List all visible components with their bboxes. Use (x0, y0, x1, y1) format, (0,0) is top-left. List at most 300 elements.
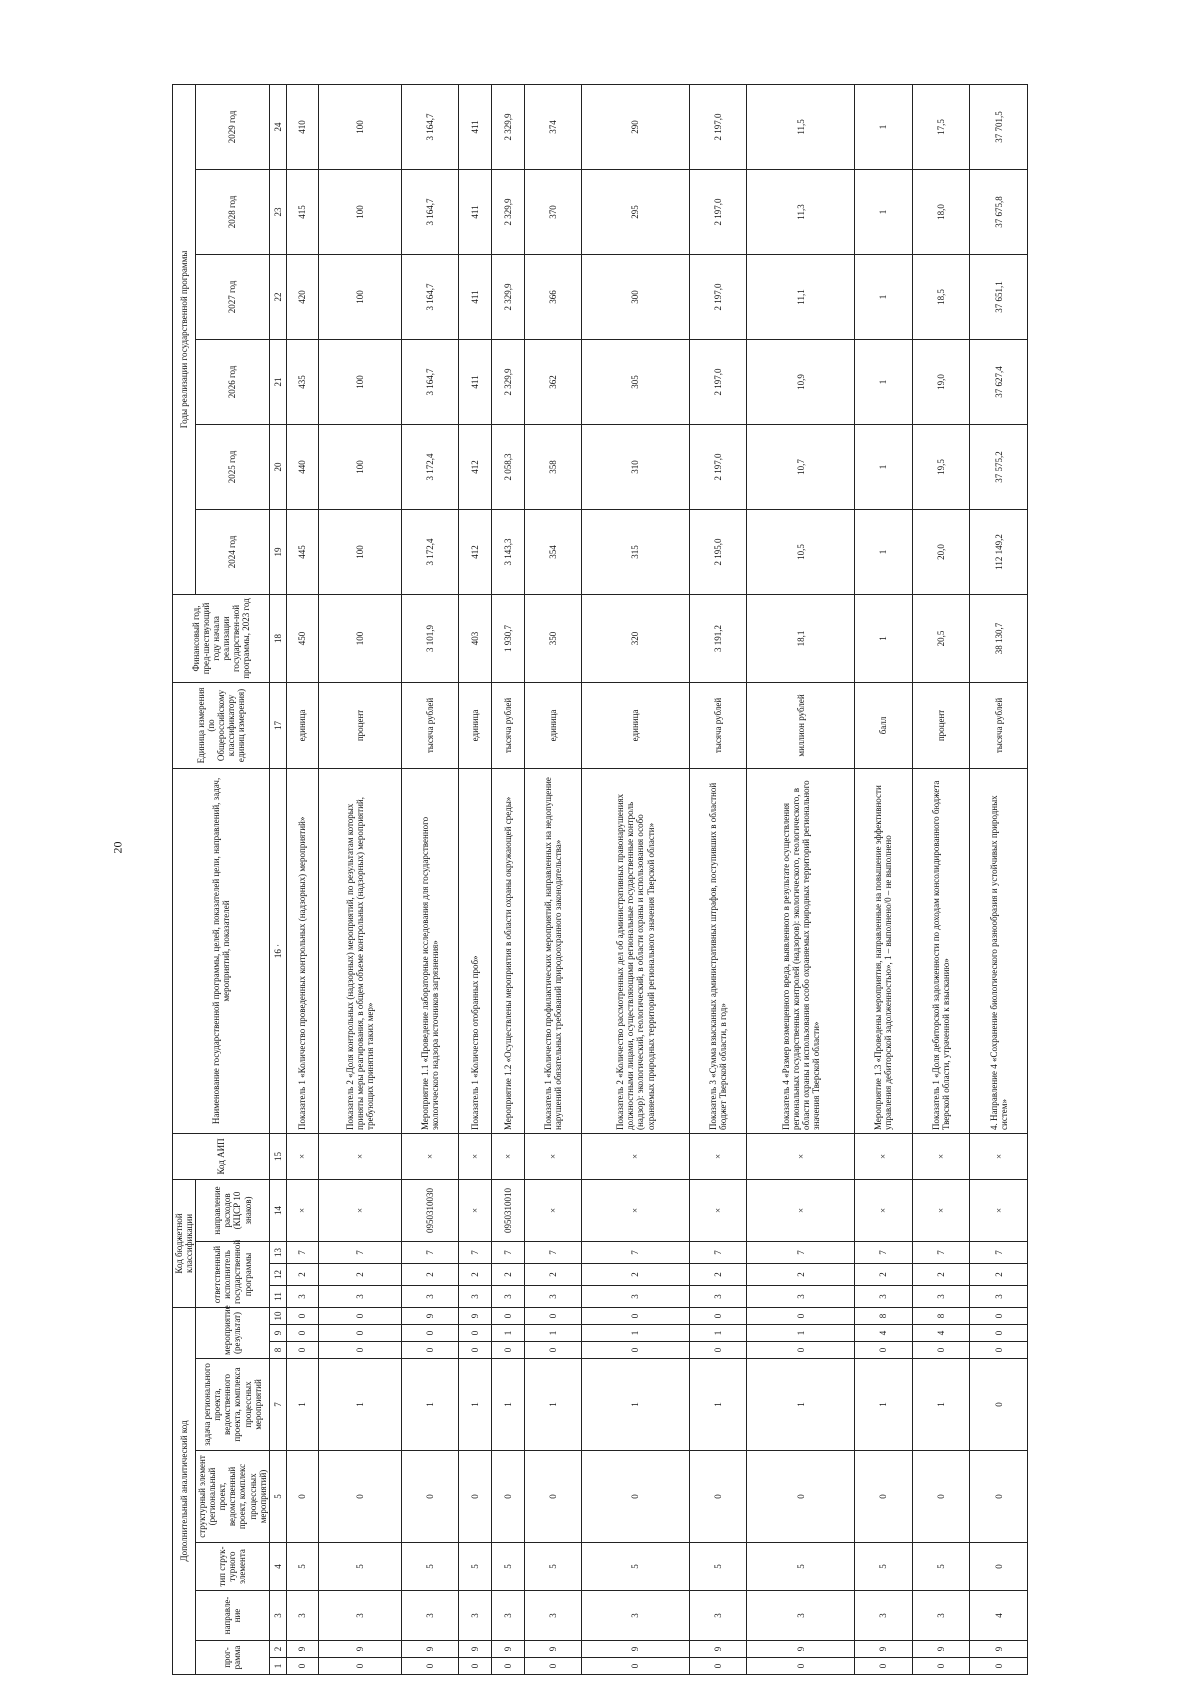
event-digit-cell: 0 (286, 1325, 319, 1342)
item-name-cell: Показатель 1 «Количество проведенных контрольных (надзорных) мероприятий» (286, 768, 319, 1133)
year-value-cell: 2 195,0 (689, 509, 747, 594)
responsible-digit-cell: 7 (491, 1241, 524, 1263)
task-cell: 1 (524, 1359, 582, 1451)
year-value-cell: 411 (459, 254, 492, 339)
direction-cell: 3 (491, 1591, 524, 1641)
year-value-cell: 310 (582, 424, 690, 509)
program-digit-cell: 0 (912, 1658, 970, 1675)
expense-direction-cell: 0950310030 (401, 1179, 459, 1241)
aip-code-cell: × (401, 1133, 459, 1179)
base-year-value-cell: 320 (582, 594, 690, 682)
responsible-digit-cell: 7 (855, 1241, 913, 1263)
year-value-cell: 315 (582, 509, 690, 594)
year-value-cell: 2 197,0 (689, 339, 747, 424)
responsible-digit-cell: 7 (524, 1241, 582, 1263)
base-year-value-cell: 100 (319, 594, 402, 682)
struct-element-cell: 0 (491, 1451, 524, 1543)
direction-cell: 3 (855, 1591, 913, 1641)
expense-direction-cell: × (524, 1179, 582, 1241)
event-digit-cell: 0 (970, 1325, 1028, 1342)
program-digit-cell: 0 (459, 1658, 492, 1675)
responsible-digit-cell: 3 (582, 1285, 690, 1307)
task-cell: 1 (912, 1359, 970, 1451)
year-value-cell: 37 675,8 (970, 169, 1028, 254)
header-year-2025: 2025 год (196, 424, 270, 509)
struct-element-cell: 0 (319, 1451, 402, 1543)
program-digit-cell: 9 (747, 1641, 855, 1658)
year-value-cell: 2 329,9 (491, 169, 524, 254)
struct-type-cell: 5 (286, 1543, 319, 1591)
direction-cell: 3 (582, 1591, 690, 1641)
year-value-cell: 100 (319, 339, 402, 424)
year-value-cell: 11,1 (747, 254, 855, 339)
responsible-digit-cell: 2 (912, 1263, 970, 1285)
struct-type-cell: 0 (970, 1543, 1028, 1591)
column-number-cell: 13 (269, 1241, 286, 1263)
struct-element-cell: 0 (459, 1451, 492, 1543)
task-cell: 1 (855, 1359, 913, 1451)
responsible-digit-cell: 3 (524, 1285, 582, 1307)
year-value-cell: 3 164,7 (401, 169, 459, 254)
header-name: Наименование государственной программы, целей, показателей цели, направлений, задач, мероприятий, показателей (173, 768, 270, 1133)
year-value-cell: 3 172,4 (401, 509, 459, 594)
year-value-cell: 305 (582, 339, 690, 424)
year-value-cell: 1 (855, 84, 913, 169)
struct-element-cell: 0 (286, 1451, 319, 1543)
responsible-digit-cell: 2 (747, 1263, 855, 1285)
task-cell: 1 (491, 1359, 524, 1451)
unit-cell: процент (912, 682, 970, 768)
column-numbers-row (269, 84, 286, 1674)
expense-direction-cell: × (582, 1179, 690, 1241)
year-value-cell: 37 575,2 (970, 424, 1028, 509)
header-expense-direction: направление расходов (КЦСР 10 знаков) (196, 1179, 270, 1241)
responsible-digit-cell: 2 (855, 1263, 913, 1285)
year-value-cell: 3 164,7 (401, 254, 459, 339)
year-value-cell: 3 172,4 (401, 424, 459, 509)
event-digit-cell: 0 (524, 1342, 582, 1359)
header-year-2029: 2029 год (196, 84, 270, 169)
header-responsible: ответственный исполнитель государственной программы (196, 1241, 270, 1307)
task-cell: 1 (689, 1359, 747, 1451)
responsible-digit-cell: 3 (491, 1285, 524, 1307)
item-name-cell: Показатель 2 «Количество рассмотренных дел об административных правонарушениях должностными лицами, осуществляющими региональные государственные контроль (надзор): экологический, геологический, в области охраны и использования особо охраняемых природных территорий регионального значения Тверской области» (582, 768, 690, 1133)
year-value-cell: 10,5 (747, 509, 855, 594)
column-number-cell: 3 (269, 1591, 286, 1641)
struct-type-cell: 5 (524, 1543, 582, 1591)
responsible-digit-cell: 7 (582, 1241, 690, 1263)
column-number-cell: 14 (269, 1179, 286, 1241)
year-value-cell: 370 (524, 169, 582, 254)
responsible-digit-cell: 3 (747, 1285, 855, 1307)
year-value-cell: 2 058,3 (491, 424, 524, 509)
base-year-value-cell: 38 130,7 (970, 594, 1028, 682)
responsible-digit-cell: 2 (286, 1263, 319, 1285)
table-row (912, 84, 970, 1674)
year-value-cell: 11,5 (747, 84, 855, 169)
header-year-2028: 2028 год (196, 169, 270, 254)
unit-cell: единица (524, 682, 582, 768)
year-value-cell: 100 (319, 84, 402, 169)
direction-cell: 3 (524, 1591, 582, 1641)
year-value-cell: 2 197,0 (689, 254, 747, 339)
base-year-value-cell: 450 (286, 594, 319, 682)
year-value-cell: 366 (524, 254, 582, 339)
table-row (286, 84, 319, 1674)
task-cell: 1 (401, 1359, 459, 1451)
year-value-cell: 100 (319, 509, 402, 594)
expense-direction-cell: × (286, 1179, 319, 1241)
event-digit-cell: 4 (855, 1325, 913, 1342)
program-digit-cell: 9 (582, 1641, 690, 1658)
year-value-cell: 412 (459, 424, 492, 509)
responsible-digit-cell: 2 (524, 1263, 582, 1285)
year-value-cell: 440 (286, 424, 319, 509)
year-value-cell: 100 (319, 254, 402, 339)
event-digit-cell: 1 (491, 1325, 524, 1342)
column-number-cell: 22 (269, 254, 286, 339)
expense-direction-cell: × (912, 1179, 970, 1241)
page-number: 20 (110, 841, 125, 854)
program-digit-cell: 0 (582, 1658, 690, 1675)
event-digit-cell: 0 (689, 1342, 747, 1359)
unit-cell: единица (459, 682, 492, 768)
responsible-digit-cell: 7 (286, 1241, 319, 1263)
program-digit-cell: 0 (401, 1658, 459, 1675)
header-unit: Единица измерения (по Общероссийскому классификатору единиц измерения) (173, 682, 270, 768)
item-name-cell: 4. Направление 4 «Сохранение биологического разнообразия и устойчивых природных систем» (970, 768, 1028, 1133)
struct-element-cell: 0 (970, 1451, 1028, 1543)
responsible-digit-cell: 3 (319, 1285, 402, 1307)
expense-direction-cell: × (855, 1179, 913, 1241)
aip-code-cell: × (491, 1133, 524, 1179)
item-name-cell: Мероприятие 1.1 «Проведение лабораторные исследования для государственного экологического надзора источников загрязнения» (401, 768, 459, 1133)
program-digit-cell: 0 (747, 1658, 855, 1675)
struct-type-cell: 5 (401, 1543, 459, 1591)
aip-code-cell: × (286, 1133, 319, 1179)
aip-code-cell: × (912, 1133, 970, 1179)
year-value-cell: 1 (855, 509, 913, 594)
program-table (172, 84, 1028, 1675)
year-value-cell: 2 329,9 (491, 254, 524, 339)
direction-cell: 3 (401, 1591, 459, 1641)
event-digit-cell: 0 (912, 1342, 970, 1359)
program-digit-cell: 0 (286, 1658, 319, 1675)
year-value-cell: 3 143,3 (491, 509, 524, 594)
responsible-digit-cell: 7 (689, 1241, 747, 1263)
aip-code-cell: × (689, 1133, 747, 1179)
struct-type-cell: 5 (319, 1543, 402, 1591)
aip-code-cell: × (319, 1133, 402, 1179)
unit-cell: тысяча рублей (970, 682, 1028, 768)
task-cell: 1 (747, 1359, 855, 1451)
table-row (401, 84, 459, 1674)
event-digit-cell: 0 (319, 1325, 402, 1342)
year-value-cell: 411 (459, 84, 492, 169)
header-task: задача регионального проекта, ведомственного проекта, комплекса процессных мероприятий (196, 1359, 270, 1451)
year-value-cell: 411 (459, 339, 492, 424)
event-digit-cell: 0 (970, 1342, 1028, 1359)
event-digit-cell: 0 (459, 1342, 492, 1359)
struct-element-cell: 0 (582, 1451, 690, 1543)
year-value-cell: 37 701,5 (970, 84, 1028, 169)
header-struct-type: тип струк-турного элемента (196, 1543, 270, 1591)
table-row (582, 84, 690, 1674)
event-digit-cell: 0 (286, 1342, 319, 1359)
struct-element-cell: 0 (401, 1451, 459, 1543)
struct-element-cell: 0 (855, 1451, 913, 1543)
header-program: прог-рамма (196, 1641, 270, 1675)
program-digit-cell: 9 (286, 1641, 319, 1658)
event-digit-cell: 0 (582, 1307, 690, 1324)
responsible-digit-cell: 2 (491, 1263, 524, 1285)
direction-cell: 4 (970, 1591, 1028, 1641)
column-number-cell: 11 (269, 1285, 286, 1307)
event-digit-cell: 1 (747, 1325, 855, 1342)
responsible-digit-cell: 3 (286, 1285, 319, 1307)
year-value-cell: 412 (459, 509, 492, 594)
responsible-digit-cell: 3 (689, 1285, 747, 1307)
year-value-cell: 445 (286, 509, 319, 594)
struct-element-cell: 0 (689, 1451, 747, 1543)
column-number-cell: 7 (269, 1359, 286, 1451)
year-value-cell: 415 (286, 169, 319, 254)
responsible-digit-cell: 2 (689, 1263, 747, 1285)
responsible-digit-cell: 3 (855, 1285, 913, 1307)
expense-direction-cell: 0950310010 (491, 1179, 524, 1241)
column-number-cell: 16 · (269, 768, 286, 1133)
event-digit-cell: 0 (689, 1307, 747, 1324)
unit-cell: процент (319, 682, 402, 768)
event-digit-cell: 1 (524, 1325, 582, 1342)
table-row (855, 84, 913, 1674)
year-value-cell: 2 329,9 (491, 84, 524, 169)
column-number-cell: 18 (269, 594, 286, 682)
column-number-cell: 1 (269, 1658, 286, 1675)
year-value-cell: 358 (524, 424, 582, 509)
unit-cell: единица (286, 682, 319, 768)
task-cell: 1 (459, 1359, 492, 1451)
task-cell: 1 (582, 1359, 690, 1451)
program-digit-cell: 9 (689, 1641, 747, 1658)
year-value-cell: 295 (582, 169, 690, 254)
expense-direction-cell: × (319, 1179, 402, 1241)
year-value-cell: 2 197,0 (689, 424, 747, 509)
year-value-cell: 354 (524, 509, 582, 594)
column-number-cell: 4 (269, 1543, 286, 1591)
event-digit-cell: 0 (747, 1342, 855, 1359)
event-digit-cell: 0 (855, 1342, 913, 1359)
responsible-digit-cell: 2 (459, 1263, 492, 1285)
year-value-cell: 3 164,7 (401, 339, 459, 424)
event-digit-cell: 8 (855, 1307, 913, 1324)
expense-direction-cell: × (747, 1179, 855, 1241)
program-digit-cell: 9 (912, 1641, 970, 1658)
header-analytic-group: Дополнительный аналитический код (173, 1307, 196, 1674)
program-digit-cell: 0 (491, 1658, 524, 1675)
struct-element-cell: 0 (524, 1451, 582, 1543)
year-value-cell: 1 (855, 424, 913, 509)
unit-cell: тысяча рублей (401, 682, 459, 768)
unit-cell: единица (582, 682, 690, 768)
struct-type-cell: 5 (855, 1543, 913, 1591)
program-digit-cell: 0 (970, 1658, 1028, 1675)
year-value-cell: 290 (582, 84, 690, 169)
direction-cell: 3 (319, 1591, 402, 1641)
year-value-cell: 10,9 (747, 339, 855, 424)
table-body (286, 84, 1027, 1674)
responsible-digit-cell: 2 (582, 1263, 690, 1285)
header-years-group: Годы реализации государственной программы (173, 84, 196, 594)
responsible-digit-cell: 7 (912, 1241, 970, 1263)
column-number-cell: 17 (269, 682, 286, 768)
aip-code-cell: × (459, 1133, 492, 1179)
struct-element-cell: 0 (747, 1451, 855, 1543)
column-number-cell: 19 (269, 509, 286, 594)
base-year-value-cell: 1 930,7 (491, 594, 524, 682)
year-value-cell: 3 164,7 (401, 84, 459, 169)
responsible-digit-cell: 7 (319, 1241, 402, 1263)
direction-cell: 3 (459, 1591, 492, 1641)
struct-type-cell: 5 (747, 1543, 855, 1591)
aip-code-cell: × (524, 1133, 582, 1179)
aip-code-cell: × (970, 1133, 1028, 1179)
table-row (524, 84, 582, 1674)
program-digit-cell: 9 (855, 1641, 913, 1658)
event-digit-cell: 9 (401, 1307, 459, 1324)
year-value-cell: 362 (524, 339, 582, 424)
base-year-value-cell: 20,5 (912, 594, 970, 682)
task-cell: 1 (286, 1359, 319, 1451)
table-row (747, 84, 855, 1674)
responsible-digit-cell: 3 (401, 1285, 459, 1307)
aip-code-cell: × (747, 1133, 855, 1179)
year-value-cell: 19,0 (912, 339, 970, 424)
column-number-cell: 24 (269, 84, 286, 169)
responsible-digit-cell: 3 (459, 1285, 492, 1307)
year-value-cell: 10,7 (747, 424, 855, 509)
program-digit-cell: 9 (491, 1641, 524, 1658)
unit-cell: миллион рублей (747, 682, 855, 768)
expense-direction-cell: × (970, 1179, 1028, 1241)
unit-cell: тысяча рублей (491, 682, 524, 768)
program-digit-cell: 9 (319, 1641, 402, 1658)
direction-cell: 3 (286, 1591, 319, 1641)
item-name-cell: Показатель 3 «Сумма взысканных административных штрафов, поступивших в областной бюджет Тверской области, в год» (689, 768, 747, 1133)
struct-type-cell: 5 (912, 1543, 970, 1591)
base-year-value-cell: 1 (855, 594, 913, 682)
year-value-cell: 11,3 (747, 169, 855, 254)
year-value-cell: 18,0 (912, 169, 970, 254)
event-digit-cell: 4 (912, 1325, 970, 1342)
item-name-cell: Мероприятие 1.2 «Осуществлены мероприятия в области охраны окружающей среды» (491, 768, 524, 1133)
program-digit-cell: 0 (524, 1658, 582, 1675)
responsible-digit-cell: 2 (401, 1263, 459, 1285)
year-value-cell: 1 (855, 254, 913, 339)
struct-element-cell: 0 (912, 1451, 970, 1543)
program-digit-cell: 9 (401, 1641, 459, 1658)
year-value-cell: 374 (524, 84, 582, 169)
struct-type-cell: 5 (689, 1543, 747, 1591)
program-digit-cell: 9 (524, 1641, 582, 1658)
program-digit-cell: 0 (855, 1658, 913, 1675)
responsible-digit-cell: 7 (401, 1241, 459, 1263)
year-value-cell: 410 (286, 84, 319, 169)
column-number-cell: 15 (269, 1133, 286, 1179)
year-value-cell: 17,5 (912, 84, 970, 169)
event-digit-cell: 0 (524, 1307, 582, 1324)
table-row (491, 84, 524, 1674)
base-year-value-cell: 403 (459, 594, 492, 682)
program-digit-cell: 0 (319, 1658, 402, 1675)
event-digit-cell: 0 (491, 1307, 524, 1324)
table-row (459, 84, 492, 1674)
struct-type-cell: 5 (582, 1543, 690, 1591)
expense-direction-cell: × (689, 1179, 747, 1241)
event-digit-cell: 0 (319, 1307, 402, 1324)
event-digit-cell: 9 (459, 1307, 492, 1324)
year-value-cell: 300 (582, 254, 690, 339)
responsible-digit-cell: 7 (459, 1241, 492, 1263)
responsible-digit-cell: 3 (970, 1285, 1028, 1307)
direction-cell: 3 (689, 1591, 747, 1641)
responsible-digit-cell: 7 (970, 1241, 1028, 1263)
table-row (689, 84, 747, 1674)
direction-cell: 3 (912, 1591, 970, 1641)
table-row (970, 84, 1028, 1674)
column-number-cell: 20 (269, 424, 286, 509)
event-digit-cell: 0 (491, 1342, 524, 1359)
year-value-cell: 1 (855, 339, 913, 424)
item-name-cell: Показатель 1 «Доля дебиторской задолженности по доходам консолидированного бюджета Тверской области, утраченной к взысканию» (912, 768, 970, 1133)
responsible-digit-cell: 2 (319, 1263, 402, 1285)
event-digit-cell: 0 (401, 1342, 459, 1359)
event-digit-cell: 0 (319, 1342, 402, 1359)
column-number-cell: 23 (269, 169, 286, 254)
item-name-cell: Мероприятие 1.3 «Проведены мероприятия, направленные на повышение эффективности управления дебиторской задолженностью», 1 – выполнено/0 – не выполнено (855, 768, 913, 1133)
base-year-value-cell: 350 (524, 594, 582, 682)
year-value-cell: 100 (319, 169, 402, 254)
direction-cell: 3 (747, 1591, 855, 1641)
header-year-2027: 2027 год (196, 254, 270, 339)
column-number-cell: 9 (269, 1325, 286, 1342)
year-value-cell: 100 (319, 424, 402, 509)
event-digit-cell: 1 (582, 1325, 690, 1342)
header-aip-code: Код АИП (173, 1133, 270, 1179)
base-year-value-cell: 18,1 (747, 594, 855, 682)
year-value-cell: 1 (855, 169, 913, 254)
column-number-cell: 21 (269, 339, 286, 424)
program-digit-cell: 9 (459, 1641, 492, 1658)
responsible-digit-cell: 7 (747, 1241, 855, 1263)
event-digit-cell: 0 (401, 1325, 459, 1342)
header-direction: направле-ние (196, 1591, 270, 1641)
header-year-2026: 2026 год (196, 339, 270, 424)
program-digit-cell: 0 (689, 1658, 747, 1675)
year-value-cell: 18,5 (912, 254, 970, 339)
item-name-cell: Показатель 1 «Количество отобранных проб» (459, 768, 492, 1133)
responsible-digit-cell: 3 (912, 1285, 970, 1307)
aip-code-cell: × (855, 1133, 913, 1179)
column-number-cell: 12 (269, 1263, 286, 1285)
header-struct-element: структурный элемент (региональный проект, ведомственный проект, комплекс процессных мероприятий) (196, 1451, 270, 1543)
unit-cell: балл (855, 682, 913, 768)
base-year-value-cell: 3 191,2 (689, 594, 747, 682)
rotated-table-container (172, 85, 1028, 1675)
event-digit-cell: 1 (689, 1325, 747, 1342)
event-digit-cell: 0 (747, 1307, 855, 1324)
year-value-cell: 20,0 (912, 509, 970, 594)
